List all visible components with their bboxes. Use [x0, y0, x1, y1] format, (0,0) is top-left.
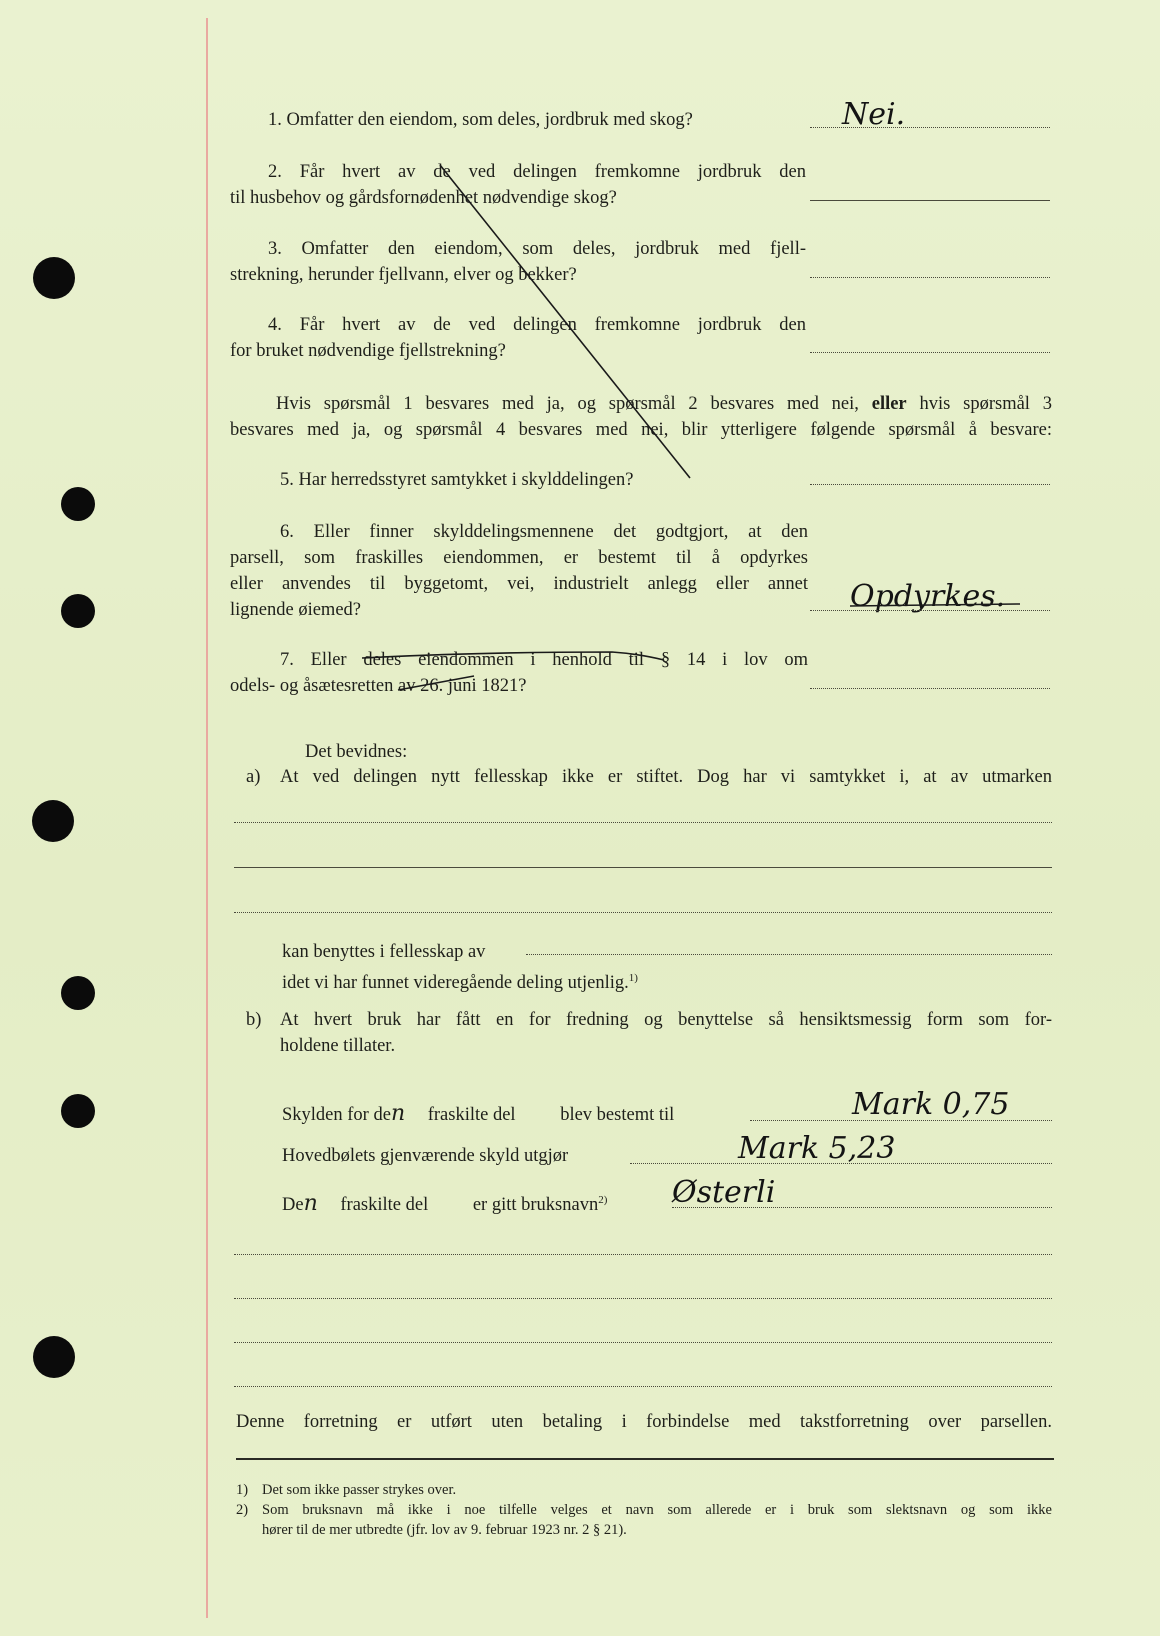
name-value-handwritten: Østerli: [672, 1175, 776, 1210]
name-label-c: er gitt bruksnavn: [472, 1195, 599, 1216]
common-line-2-text: idet vi har funnet videregående deling utjenlig.: [282, 973, 629, 994]
closing-text: Denne forretning er utført uten betaling i forbindelse med takstforretning over parsellen.: [236, 1412, 1052, 1432]
condition-line-1-pre: Hvis spørsmål 1 besvares med ja, og spørsmål 2 besvares med nei,: [276, 394, 859, 414]
question-1-text: 1. Omfatter den eiendom, som deles, jordbruk med skog?: [268, 110, 693, 130]
question-2-line-2: til husbehov og gårdsfornødenhet nødvendige skog?: [230, 188, 617, 208]
question-7-line-2: odels- og åsætesretten av 26. juni 1821?: [230, 676, 527, 696]
condition-line-1-bold: eller: [871, 394, 907, 414]
question-6-line-2: parsell, som fraskilles eiendommen, er bestemt til å opdyrkes: [230, 548, 808, 568]
footnote-2-line-1: Som bruksnavn må ikke i noe tilfelle velges et navn som allerede er i bruk som slektsnavn og som ikke: [262, 1502, 1052, 1518]
certify-b-line-2: holdene tillater.: [280, 1036, 396, 1056]
strike-question-7: [362, 652, 664, 660]
name-label-b: fraskilte del: [340, 1195, 429, 1216]
condition-line-2: besvares med ja, og spørsmål 4 besvares med nei, blir ytterligere følgende spørsmål å besvare:: [230, 420, 1052, 440]
hoved-label: Hovedbølets gjenværende skyld utgjør: [282, 1146, 569, 1166]
question-3-line-2: strekning, herunder fjellvann, elver og bekker?: [230, 265, 577, 285]
answer-6-handwritten: Opdyrkes.: [850, 579, 1006, 614]
footnote-2-mark: 2): [236, 1502, 249, 1518]
strike-question-7-b: [398, 676, 474, 690]
question-2-line-1: 2. Får hvert av de ved delingen fremkomne jordbruk den: [268, 162, 806, 182]
footnote-2-line-2: hører til de mer utbredte (jfr. lov av 9. februar 1923 nr. 2 § 21).: [262, 1522, 627, 1538]
skyld-label-c: blev bestemt til: [560, 1105, 675, 1125]
certify-b-label: b): [246, 1010, 262, 1030]
hoved-value-handwritten: Mark 5,23: [738, 1131, 896, 1166]
skyld-hand-a: n: [390, 1101, 406, 1126]
question-6-line-3: eller anvendes til byggetomt, vei, industrielt anlegg eller annet: [230, 574, 808, 594]
question-3-line-1: 3. Omfatter den eiendom, som deles, jordbruk med fjell-: [268, 239, 806, 259]
certify-a-text: At ved delingen nytt fellesskap ikke er stiftet. Dog har vi samtykket i, at av utmarken: [280, 767, 1052, 787]
skyld-label-a: Skylden for de: [282, 1105, 391, 1125]
footnote-1-mark: 1): [236, 1482, 249, 1498]
certify-intro: Det bevidnes:: [305, 742, 408, 762]
footnote-1-text: Det som ikke passer strykes over.: [262, 1482, 457, 1498]
footnote-ref-2: 2): [598, 1194, 608, 1206]
question-5-text: 5. Har herredsstyret samtykket i skylddelingen?: [280, 470, 634, 490]
strike-diagonal: [440, 165, 690, 478]
footnote-ref-1: 1): [628, 972, 638, 984]
question-7-line-1: 7. Eller deles eiendommen i henhold til § 14 i lov om: [280, 650, 808, 670]
certify-a-label: a): [246, 767, 261, 787]
question-4-line-1: 4. Får hvert av de ved delingen fremkomne jordbruk den: [268, 315, 806, 335]
question-6-line-1: 6. Eller finner skylddelingsmennene det godtgjort, at den: [280, 522, 808, 542]
condition-line-1-post: hvis spørsmål 3: [919, 394, 1053, 414]
question-4-line-2: for bruket nødvendige fjellstrekning?: [230, 341, 506, 361]
skyld-label-b: fraskilte del: [427, 1105, 516, 1125]
common-line-1: kan benyttes i fellesskap av: [282, 942, 486, 962]
certify-b-line-1: At hvert bruk har fått en for fredning og benyttelse så hensiktsmessig form som for-: [280, 1010, 1052, 1030]
underline-opdyrkes: [850, 604, 1020, 606]
skyld-value-handwritten: Mark 0,75: [852, 1087, 1010, 1122]
name-hand-a: n: [303, 1191, 318, 1217]
answer-1-handwritten: Nei.: [842, 97, 906, 132]
name-label-a: De: [282, 1195, 304, 1216]
question-6-line-4: lignende øiemed?: [230, 600, 361, 620]
